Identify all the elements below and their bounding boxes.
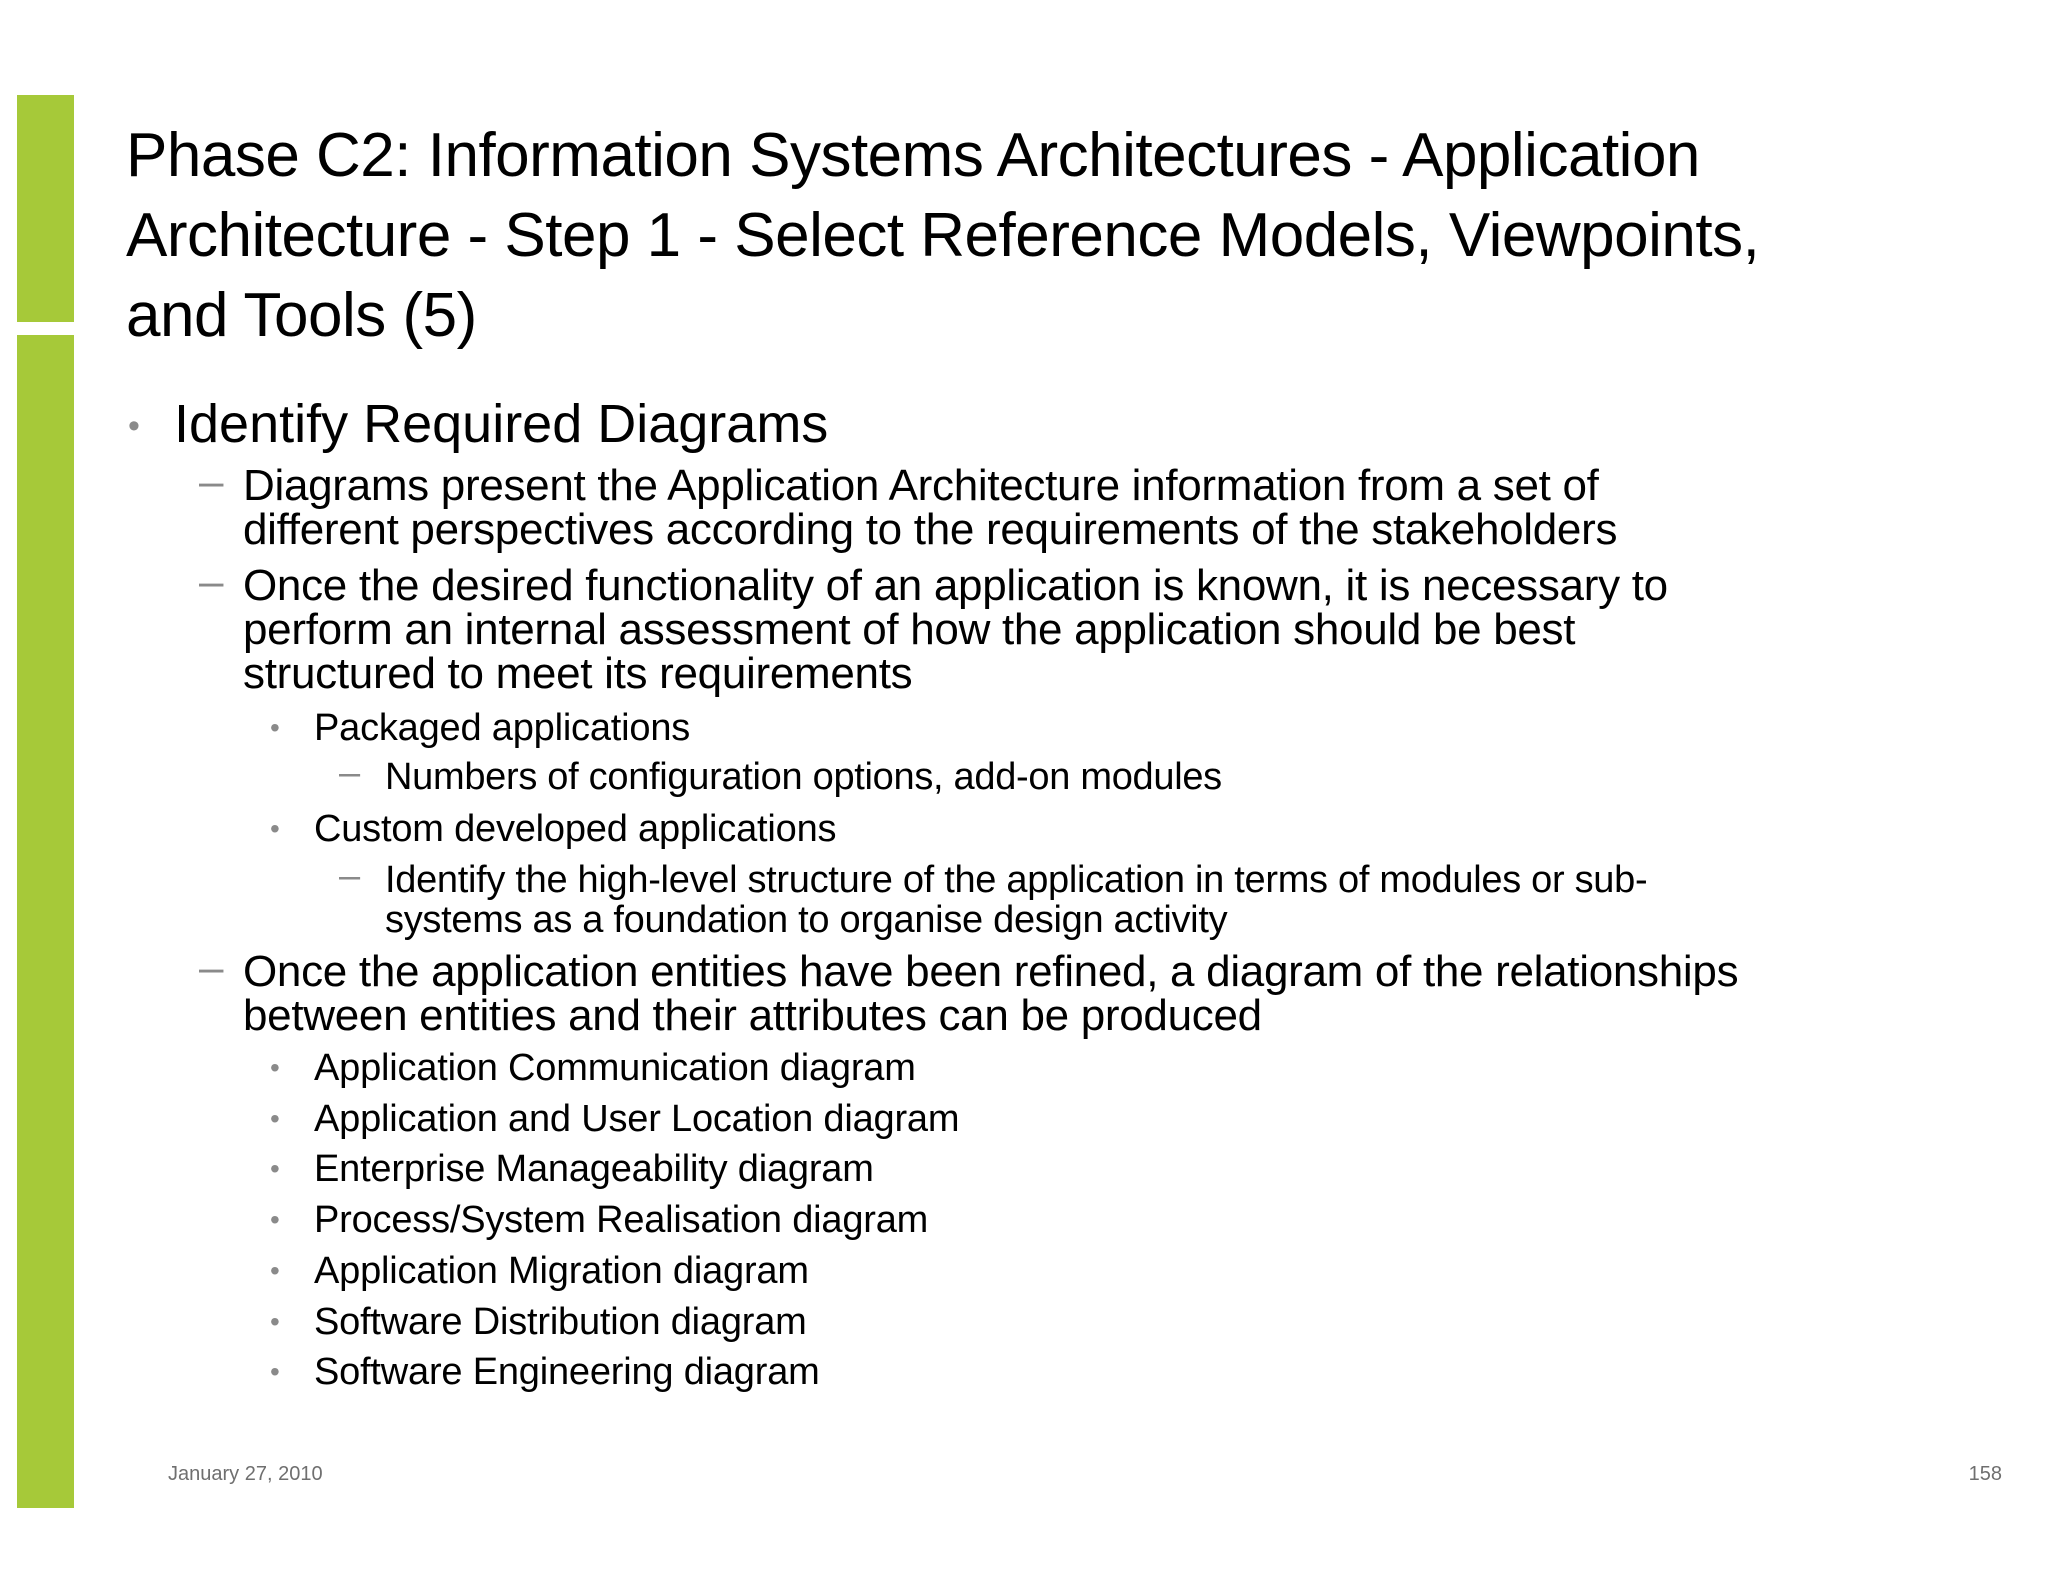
list-item-numbers-of-configuration — [339, 752, 1222, 798]
dash-marker: – — [339, 855, 360, 897]
diagram-item — [270, 1350, 820, 1394]
diagram-label: Process/System Realisation diagram — [314, 1199, 929, 1241]
bullet-marker: • — [128, 407, 140, 445]
item-line: Diagrams present the Application Architecture information from a set of — [243, 461, 1599, 510]
item-line: perform an internal assessment of how the application should be best — [243, 605, 1576, 654]
list-item-custom-developed — [270, 807, 837, 851]
bullet-marker: • — [270, 1306, 280, 1337]
diagram-item — [270, 1147, 874, 1191]
diagram-label: Enterprise Manageability diagram — [314, 1148, 874, 1190]
diagram-item — [270, 1046, 916, 1090]
diagram-item — [270, 1097, 960, 1141]
bullet-marker: • — [270, 1153, 280, 1184]
bullet-marker: • — [270, 813, 280, 844]
item-line: Once the desired functionality of an application is known, it is necessary to — [243, 561, 1668, 610]
item-line: structured to meet its requirements — [243, 649, 913, 698]
bullet-marker: • — [270, 1204, 280, 1235]
title-line-3: and Tools (5) — [126, 281, 477, 350]
bullet-marker: • — [270, 712, 280, 743]
diagram-item — [270, 1300, 807, 1344]
diagram-label: Software Distribution diagram — [314, 1301, 807, 1343]
item-line: Numbers of configuration options, add-on modules — [385, 756, 1222, 798]
item-line: systems as a foundation to organise design activity — [385, 899, 1228, 941]
dash-marker: – — [339, 752, 360, 794]
bullet-marker: • — [270, 1052, 280, 1083]
item-line: between entities and their attributes can be produced — [243, 991, 1262, 1040]
diagram-item — [270, 1198, 929, 1242]
dash-marker: – — [199, 557, 224, 606]
item-line: Identify the high-level structure of the application in terms of modules or sub- — [385, 859, 1648, 901]
diagram-item — [270, 1249, 809, 1293]
list-item-packaged-applications — [270, 706, 691, 750]
item-line: Packaged applications — [314, 707, 691, 749]
bullet-marker: • — [270, 1103, 280, 1134]
list-item-identify-high-level — [339, 855, 1648, 941]
diagram-label: Application Communication diagram — [314, 1047, 916, 1089]
item-line: Custom developed applications — [314, 808, 837, 850]
diagram-label: Application and User Location diagram — [314, 1098, 960, 1140]
list-item-once-application-entities — [199, 943, 1739, 1040]
list-item-diagrams-present — [199, 457, 1618, 554]
dash-marker: – — [199, 943, 224, 992]
title-line-1: Phase C2: Information Systems Architectures - Application — [126, 121, 1700, 190]
bullet-text: Identify Required Diagrams — [174, 394, 829, 454]
diagram-label: Software Engineering diagram — [314, 1351, 820, 1393]
item-line: Once the application entities have been refined, a diagram of the relationships — [243, 947, 1739, 996]
title-line-2: Architecture - Step 1 - Select Reference Models, Viewpoints, — [126, 201, 1760, 270]
diagram-label: Application Migration diagram — [314, 1250, 809, 1292]
bullet-marker: • — [270, 1255, 280, 1286]
item-line: different perspectives according to the requirements of the stakeholders — [243, 505, 1618, 554]
list-item-once-desired-functionality — [199, 557, 1668, 698]
dash-marker: – — [199, 457, 224, 506]
page-number: 158 — [1968, 1463, 2002, 1485]
bullet-marker: • — [270, 1356, 280, 1387]
bullet-identify-required-diagrams — [128, 394, 829, 454]
footer-date: January 27, 2010 — [168, 1463, 323, 1485]
